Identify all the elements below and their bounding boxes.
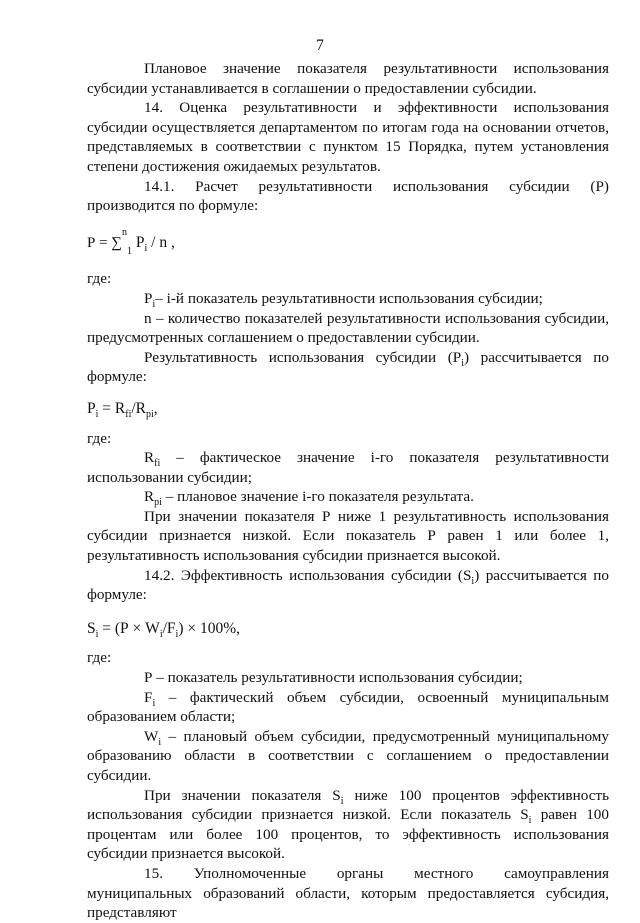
definition-fi: $F_i$ – фактический объем субсидии, освоенный муниципальным образованием области;: [87, 688, 609, 726]
formula-result-lhs: Р = ∑$^n_1$: [87, 226, 132, 257]
definition-rfi: $R_{fi}$ – фактическое значение i-го показателя результативности использовании субсидии;: [87, 449, 609, 486]
formula-pi: $Р_i = R_{fi}/R_{pi}$,: [87, 399, 158, 420]
paragraph-efficiency-evaluation: При значении показателя $S_i$ ниже 100 процентов эффективность использования субсидии признается низкой. Если показатель $S_i$ равен 100 процентам или более 100 процентов, то эффективность использования субсидии признается высокой.: [87, 786, 610, 863]
formula-result-rhs: $P_i$ / n ,: [135, 233, 175, 254]
where-label: где:: [87, 429, 112, 447]
definition-wi: $W_i$ – плановый объем субсидии, предусмотренный муниципальному образованию области в соответствии с соглашением о предоставлении субсидии.: [87, 727, 609, 784]
definition-rpi: $R_{pi}$ – плановое значение i-го показателя результата.: [144, 488, 474, 509]
paragraph-pi-formula-intro: Результативность использования субсидии $(Р_i)$ рассчитывается по формуле:: [87, 348, 609, 386]
page-number: 7: [316, 37, 324, 54]
paragraph-14-2: 14.2. Эффективность использования субсидии $(S_i)$ рассчитывается по формуле:: [87, 566, 609, 604]
paragraph-planned-value: Плановое значение показателя результативности использования субсидии устанавливается в соглашении о предоставлении субсидии.: [87, 60, 609, 97]
formula-efficiency: $S_i = (Р \times W_i/F_i) \times 100\%$,: [87, 619, 241, 640]
paragraph-15: 15. Уполномоченные органы местного самоуправления муниципальных образований области, которым предоставляется субсидия, представляют: [87, 864, 609, 922]
where-label: где:: [87, 270, 112, 288]
paragraph-14-1: 14.1. Расчет результативности использования субсидии (Р) производится по формуле:: [87, 177, 609, 215]
definition-n: n – количество показателей результативности использования субсидии, предусмотренных соглашением о предоставлении субсидии.: [87, 309, 609, 347]
formula-result: [87, 226, 609, 257]
document-body: [87, 59, 609, 923]
definition-p: Р – показатель результативности использования субсидии;: [144, 669, 523, 687]
paragraph-14: 14. Оценка результативности и эффективности использования субсидии осуществляется департаментом по итогам года на основании отчетов, представляемых в соответствии с пунктом 15 Порядка, путем установления степени достижения ожидаемых результатов.: [87, 99, 609, 175]
definition-pi: $Р_i-$ i-й показатель результативности использования субсидии;: [144, 289, 543, 310]
paragraph-result-evaluation: При значении показателя Р ниже 1 результативность использования субсидии признается низкой. Если показатель Р равен 1 или более 1, результативность использования субсидии признается высокой.: [87, 507, 609, 565]
where-label: где:: [87, 649, 112, 667]
